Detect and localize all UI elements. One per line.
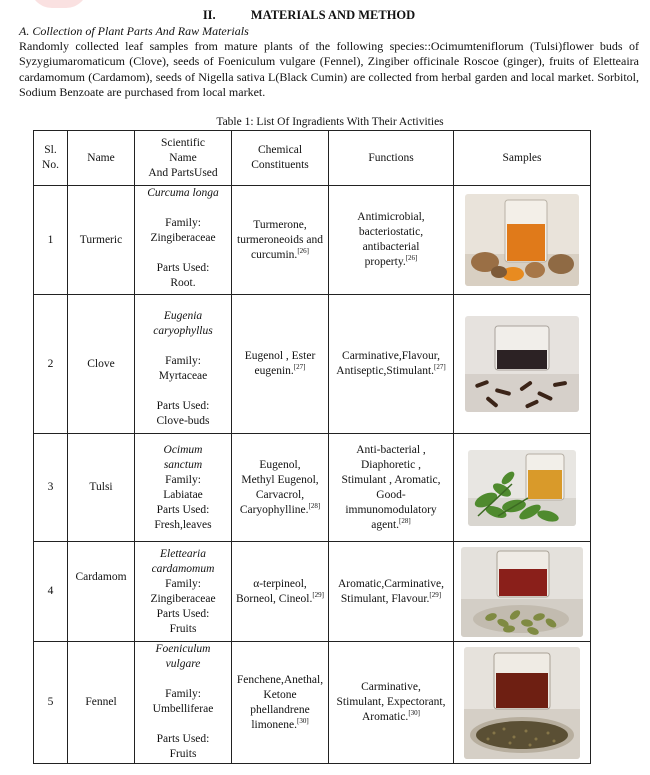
cell-scientific xyxy=(135,295,232,434)
cell-sample xyxy=(454,186,591,295)
cell-sample xyxy=(454,642,591,764)
scientific-name: Foeniculum vulgare xyxy=(155,643,211,670)
cell-scientific xyxy=(135,542,232,642)
section-number: II. xyxy=(202,8,216,22)
functions-text: Carminative,Flavour, Antiseptic,Stimulant. xyxy=(336,350,440,377)
scientific-name: Eugenia caryophyllus xyxy=(153,310,213,337)
chemical-text: α-terpineol, Borneol, Cineol. xyxy=(235,577,313,605)
family-parts: Family: Umbelliferae Parts Used: Fruits xyxy=(152,688,214,760)
clove-photo xyxy=(465,316,579,412)
cell-sl: 5 xyxy=(34,642,68,764)
section-heading xyxy=(0,8,650,23)
chemical-ref: [28] xyxy=(308,501,321,510)
header-logo-mark xyxy=(30,0,88,8)
cell-chemical xyxy=(232,642,329,764)
header-sl-no: Sl. No. xyxy=(34,131,68,186)
cell-name xyxy=(68,542,135,642)
functions-ref: [27] xyxy=(434,363,446,372)
table-row-fennel xyxy=(34,642,591,764)
cell-functions xyxy=(329,295,454,434)
cell-functions xyxy=(329,434,454,542)
cell-chemical xyxy=(232,434,329,542)
functions-ref: [28] xyxy=(399,516,411,525)
functions-text: Antimicrobial, bacteriostatic, antibacterial property. xyxy=(357,211,425,268)
cell-scientific xyxy=(135,186,232,295)
cell-sl: 4 xyxy=(34,542,68,642)
cell-scientific xyxy=(135,642,232,764)
cell-functions xyxy=(329,642,454,764)
cell-functions xyxy=(329,186,454,295)
functions-ref: [29] xyxy=(429,590,442,599)
functions-ref: [30] xyxy=(408,709,420,718)
header-chemical: Chemical Constituents xyxy=(232,131,329,186)
table-row-turmeric xyxy=(34,186,591,295)
scientific-name: Elettearia cardamomum xyxy=(151,547,215,575)
functions-text: Aromatic,Carminative, Stimulant, Flavour. xyxy=(337,577,445,605)
cell-name-text: Cardamom xyxy=(75,571,127,583)
chemical-ref: [26] xyxy=(297,246,309,255)
cell-sl: 2 xyxy=(34,295,68,434)
header-samples: Samples xyxy=(454,131,591,186)
body-paragraph: Randomly collected leaf samples from mature plants of the following species::Ocimumteniflorum (Tulsi)flower buds of Syzygiumaromaticum (Clove), seeds of Foeniculum vulgare (Fennel), Zingiber officinale Roscoe (ginger), fruits of Eletteaira cardamomum (Cardamom), seeds of Nigella sativa L(Black Cumin) are collected from herbal garden and local market. Sorbitol, Sodium Benzoate are purchased from local market. xyxy=(19,39,639,99)
cell-sample xyxy=(454,295,591,434)
chemical-text: Eugenol, Methyl Eugenol, Carvacrol, Caryophylline. xyxy=(239,458,319,516)
cell-functions xyxy=(329,542,454,642)
functions-text: Anti-bacterial , Diaphoretic , Stimulant , Aromatic, Good- immunomodulatory agent. xyxy=(341,443,441,531)
cell-chemical xyxy=(232,542,329,642)
cell-chemical xyxy=(232,295,329,434)
table-header-row xyxy=(34,131,591,186)
cell-name: Turmeric xyxy=(68,186,135,295)
section-title: MATERIALS AND METHOD xyxy=(250,8,416,22)
cell-sl: 1 xyxy=(34,186,68,295)
chemical-text: Eugenol , Ester eugenin. xyxy=(244,350,316,377)
family-parts: Family: Labiatae Parts Used: Fresh,leaves xyxy=(154,473,212,531)
chemical-ref: [27] xyxy=(293,363,306,372)
cell-sample xyxy=(454,542,591,642)
cell-name: Fennel xyxy=(68,642,135,764)
cell-chemical xyxy=(232,186,329,295)
scientific-name: Curcuma longa xyxy=(147,187,219,199)
cell-scientific xyxy=(135,434,232,542)
cell-sample xyxy=(454,434,591,542)
cell-sl: 3 xyxy=(34,434,68,542)
subsection-heading: A. Collection of Plant Parts And Raw Materials xyxy=(19,24,249,38)
table-row-cardamom xyxy=(34,542,591,642)
ingredients-table xyxy=(33,130,591,764)
header-functions: Functions xyxy=(329,131,454,186)
family-parts: Family: Zingiberaceae Parts Used: Fruits xyxy=(150,577,216,635)
chemical-ref: [29] xyxy=(312,590,324,599)
chemical-text: Turmerone, turmeroneoids and curcumin. xyxy=(237,218,323,261)
turmeric-photo xyxy=(465,194,579,286)
functions-text: Carminative, Stimulant, Expectorant, Aromatic. xyxy=(336,681,446,723)
cardamom-photo xyxy=(461,547,583,637)
chemical-ref: [30] xyxy=(297,716,309,725)
table-row-tulsi xyxy=(34,434,591,542)
family-parts: Family: Myrtaceae Parts Used: Clove-buds xyxy=(156,355,210,427)
table-caption: Table 1: List Of Ingradients With Their Activities xyxy=(216,116,444,128)
header-scientific: Scientific Name And PartsUsed xyxy=(135,131,232,186)
functions-ref: [26] xyxy=(405,254,418,263)
fennel-photo xyxy=(464,647,580,759)
tulsi-photo xyxy=(468,450,576,526)
cell-name: Clove xyxy=(68,295,135,434)
scientific-name: Ocimum sanctum xyxy=(163,443,203,471)
chemical-text: Fenchene,Anethal, Ketone phellandrene limonene. xyxy=(236,673,324,731)
table-row-clove xyxy=(34,295,591,434)
header-name: Name xyxy=(68,131,135,186)
cell-name: Tulsi xyxy=(68,434,135,542)
family-parts: Family: Zingiberaceae Parts Used: Root. xyxy=(150,217,216,289)
